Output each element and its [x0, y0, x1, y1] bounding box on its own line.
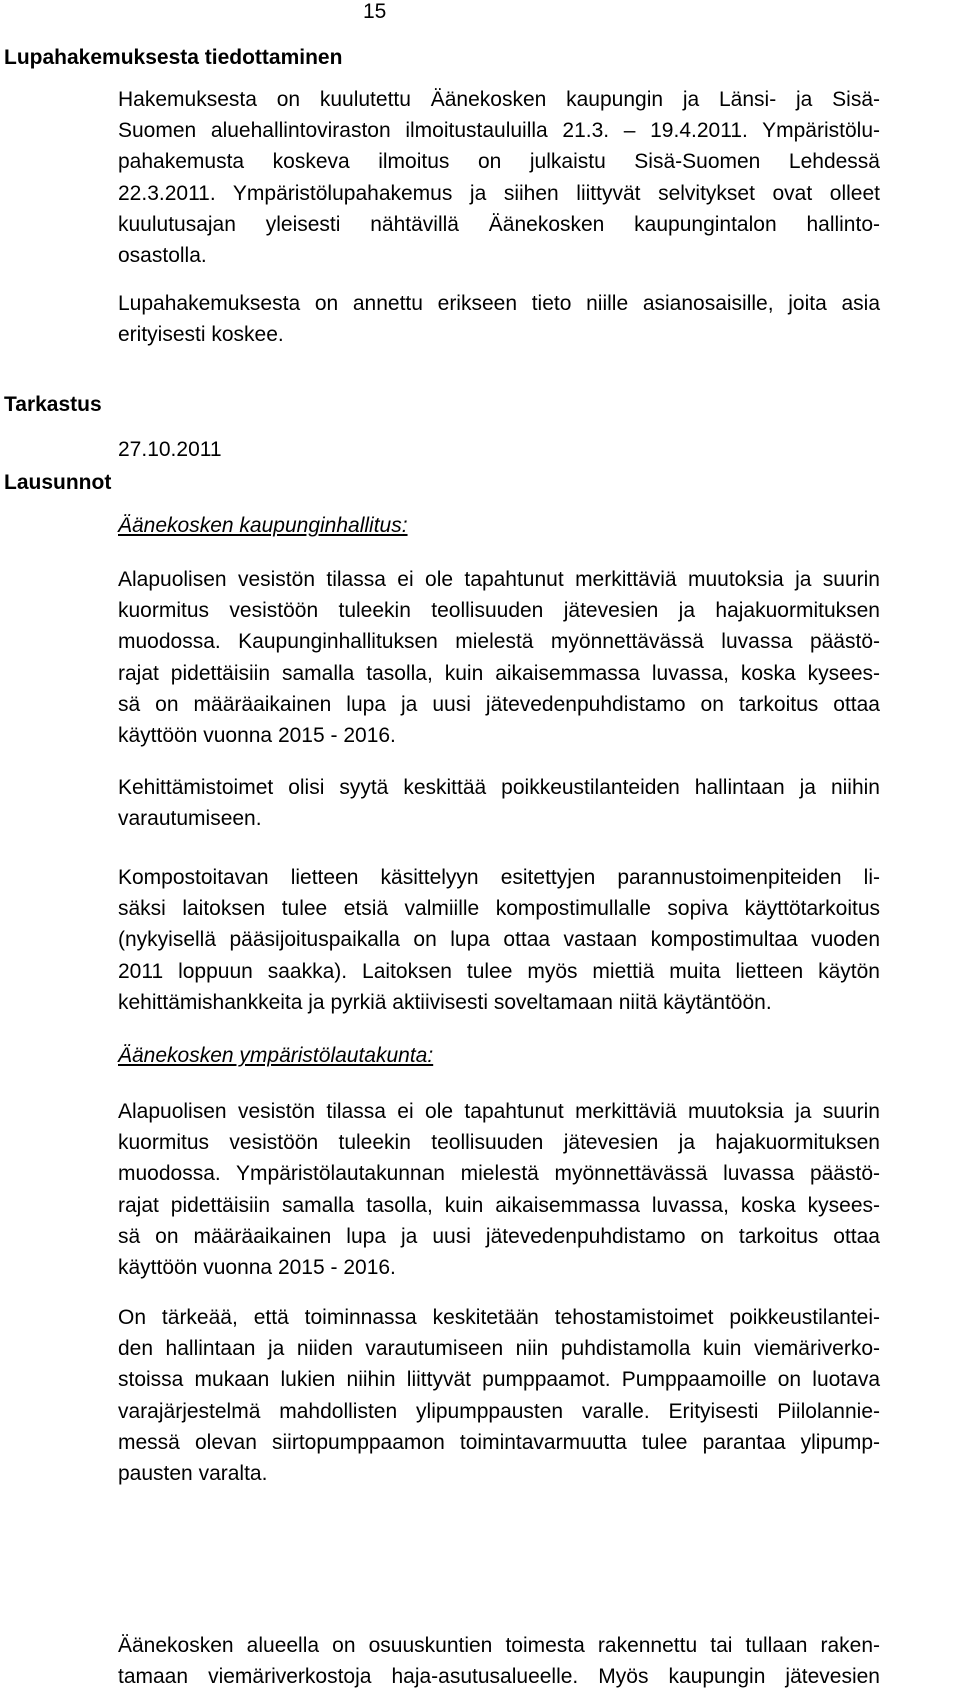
text-line: kuormitus vesistöön tuleekin teollisuuden jätevesien ja hajakuormituksen: [118, 1131, 880, 1155]
text-line: varautumiseen.: [118, 807, 262, 831]
city-board-paragraph-2: [118, 772, 880, 834]
text-line: varajärjestelmä mahdollisten ylipumppausten varalle. Erityisesti Piilolannie-: [118, 1399, 880, 1423]
city-board-label: [118, 512, 880, 540]
text-line: Äänekosken alueella on osuuskuntien toimesta rakennettu tai tullaan raken-: [118, 1634, 880, 1657]
heading-inspection: Tarkastus: [4, 393, 102, 416]
text-line: pausten varalta.: [118, 1462, 268, 1486]
text-line: rajat pidettäisiin samalla tasolla, kuin aikaisemmassa luvassa, koska kysees-: [118, 661, 880, 685]
text-line: kuormitus vesistöön tuleekin teollisuuden jätevesien ja hajakuormituksen: [118, 599, 880, 623]
text-line: 22.3.2011. Ympäristölupahakemus ja siihen liittyvät selvitykset ovat olleet: [118, 181, 880, 205]
text-line: osastolla.: [118, 244, 207, 268]
text-line: Alapuolisen vesistön tilassa ei ole tapahtunut merkittäviä muutoksia ja suurin: [118, 568, 880, 591]
heading-statements: Lausunnot: [4, 471, 112, 494]
text-line: muodossa. Kaupunginhallituksen mielestä myönnettävässä luvassa päästö-: [118, 630, 880, 654]
text-line: On tärkeää, että toiminnassa keskitetään tehostamistoimet poikkeustilantei-: [118, 1306, 880, 1329]
text-line: muodossa. Ympäristölautakunnan mielestä myönnettävässä luvassa päästö-: [118, 1162, 880, 1186]
text-line: pahakemusta koskeva ilmoitus on julkaistu Sisä-Suomen Lehdessä: [118, 150, 880, 174]
text-line: den hallintaan ja niiden varautumiseen niin puhdistamolla kuin viemäriverko-: [118, 1337, 880, 1361]
announcement-paragraph-2: [118, 288, 880, 350]
text-line: säksi laitoksen tulee etsiä valmiille kompostimullalle sopiva käyttötarkoitus: [118, 897, 880, 921]
text-line: kuulutusajan yleisesti nähtävillä Äänekosken kaupungintalon hallinto-: [118, 212, 880, 236]
text-line: kehittämishankkeita ja pyrkiä aktiivisesti soveltamaan niitä käytäntöön.: [118, 990, 772, 1014]
announcement-paragraph-1: [118, 84, 880, 271]
text-line: käyttöön vuonna 2015 - 2016.: [118, 1256, 396, 1280]
text-line: sä on määräaikainen lupa ja uusi jätevedenpuhdistamo on tarkoitus ottaa: [118, 692, 880, 716]
text-line: Lupahakemuksesta on annettu erikseen tieto niille asianosaisille, joita asia: [118, 292, 880, 315]
env-board-paragraph-2: [118, 1302, 880, 1489]
inspection-date: 27.10.2011: [118, 438, 222, 461]
env-board-label-text: Äänekosken ympäristölautakunta:: [118, 1044, 434, 1067]
city-board-paragraph-3: [118, 862, 880, 1018]
text-line: rajat pidettäisiin samalla tasolla, kuin aikaisemmassa luvassa, koska kysees-: [118, 1193, 880, 1217]
text-line: tamaan viemäriverkostoja haja-asutusalueelle. Myös kaupungin jätevesien: [118, 1665, 880, 1689]
city-board-paragraph-1: [118, 564, 880, 751]
env-board-label: [118, 1042, 880, 1070]
heading-announcement: Lupahakemuksesta tiedottaminen: [4, 46, 343, 69]
text-line: messä olevan siirtopumppaamon toimintavarmuutta tulee parantaa ylipump-: [118, 1430, 880, 1454]
env-board-paragraph-1: [118, 1096, 880, 1283]
text-line: sä on määräaikainen lupa ja uusi jätevedenpuhdistamo on tarkoitus ottaa: [118, 1224, 880, 1248]
text-line: 2011 loppuun saakka). Laitoksen tulee myös miettiä muita lietteen käytön: [118, 959, 880, 983]
text-line: käyttöön vuonna 2015 - 2016.: [118, 724, 396, 748]
text-line: Hakemuksesta on kuulutettu Äänekosken kaupungin ja Länsi- ja Sisä-: [118, 88, 880, 111]
text-line: erityisesti koskee.: [118, 323, 284, 347]
env-board-paragraph-3: [118, 1630, 880, 1692]
text-line: (nykyisellä pääsijoituspaikalla on lupa ottaa vastaan kompostimultaa vuoden: [118, 928, 880, 952]
page-number: 15: [363, 0, 387, 23]
text-line: Kehittämistoimet olisi syytä keskittää poikkeustilanteiden hallintaan ja niihin: [118, 776, 880, 799]
city-board-label-text: Äänekosken kaupunginhallitus:: [118, 514, 408, 537]
text-line: Alapuolisen vesistön tilassa ei ole tapahtunut merkittäviä muutoksia ja suurin: [118, 1100, 880, 1123]
text-line: Suomen aluehallintoviraston ilmoitustauluilla 21.3. – 19.4.2011. Ympäristölu-: [118, 119, 880, 143]
text-line: stoissa mukaan lukien niihin liittyvät pumppaamot. Pumppaamoille on luotava: [118, 1368, 880, 1392]
text-line: Kompostoitavan lietteen käsittelyyn esitettyjen parannustoimenpiteiden li-: [118, 866, 880, 889]
